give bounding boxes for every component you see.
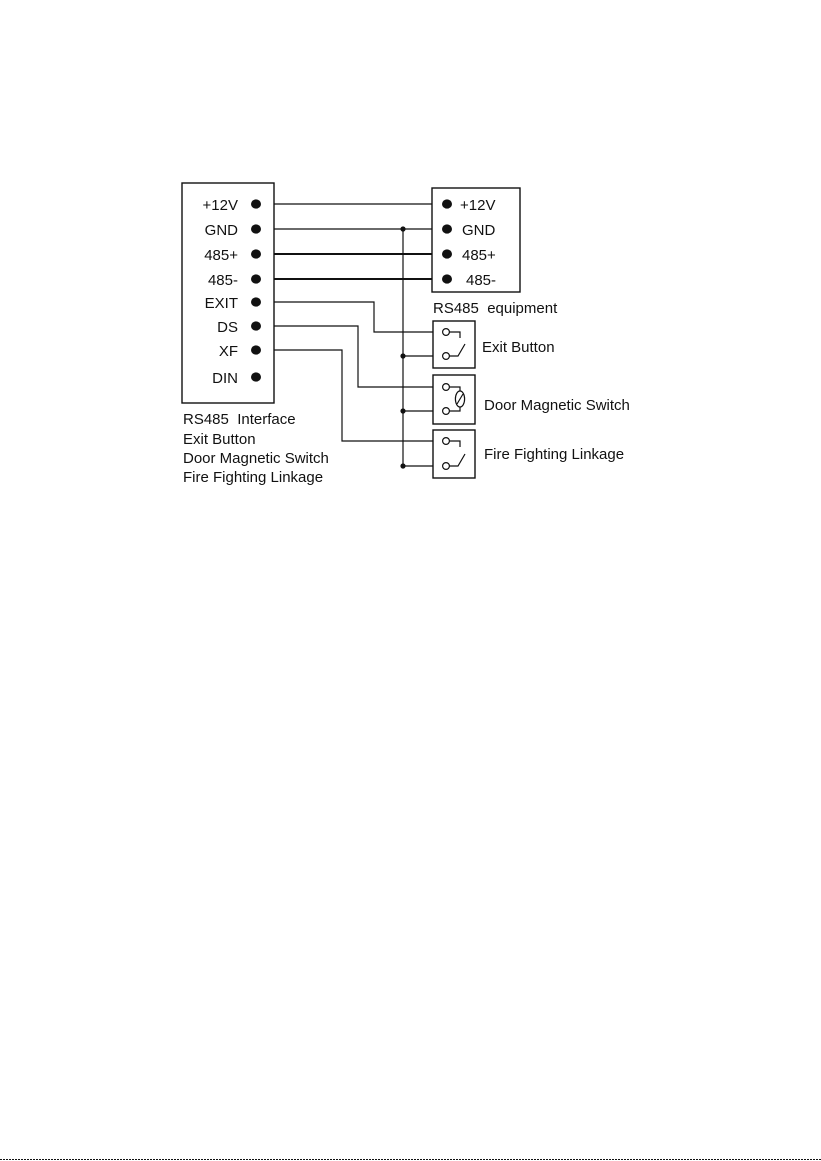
- wire-exit: [256, 302, 446, 332]
- terminal-dot: [251, 321, 261, 330]
- junction-dot: [400, 463, 405, 468]
- controller-terminal-label: DS: [217, 319, 238, 336]
- switch-contact: [443, 353, 450, 360]
- terminal-dot: [442, 249, 452, 258]
- controller-terminal-label: DIN: [212, 370, 238, 387]
- fire-linkage-box: [433, 430, 475, 478]
- terminal-dot: [251, 199, 261, 208]
- terminal-dot: [251, 249, 261, 258]
- junction-dot: [400, 408, 405, 413]
- switch-contact: [443, 384, 450, 391]
- caption-line: Door Magnetic Switch: [183, 450, 329, 467]
- terminal-dot: [442, 274, 452, 283]
- controller-terminal-label: XF: [218, 343, 238, 360]
- controller-terminal-label: EXIT: [204, 295, 238, 312]
- exit-button-box: [433, 321, 475, 368]
- rs485-terminal-label: 485+: [462, 247, 496, 264]
- rs485-terminal-label: +12V: [460, 197, 496, 214]
- rs485-terminal-label: 485-: [466, 272, 497, 289]
- door-magnetic-switch-label: Door Magnetic Switch: [484, 397, 630, 414]
- rs485-equipment-block: [432, 188, 520, 292]
- exit-button-label: Exit Button: [482, 339, 555, 356]
- junction-dot: [400, 353, 405, 358]
- switch-contact: [443, 329, 450, 336]
- terminal-dot: [251, 345, 261, 354]
- terminal-dot: [251, 372, 261, 381]
- rs485-equipment-caption: RS485 equipment: [433, 300, 558, 317]
- door-magnetic-switch: [433, 375, 475, 424]
- controller-terminal-label: 485+: [204, 247, 238, 264]
- controller-caption: [183, 411, 329, 486]
- controller-terminal-block: [182, 183, 274, 403]
- exit-button-switch: [433, 321, 475, 368]
- switch-contact: [443, 438, 450, 445]
- terminal-dot: [442, 199, 452, 208]
- switch-contact: [443, 463, 450, 470]
- caption-line: Exit Button: [183, 431, 256, 448]
- rs485-terminal-label: GND: [462, 222, 496, 239]
- terminal-dot: [251, 224, 261, 233]
- wires: [256, 204, 447, 469]
- terminal-dot: [251, 297, 261, 306]
- fire-fighting-linkage-label: Fire Fighting Linkage: [484, 446, 625, 463]
- caption-line: Fire Fighting Linkage: [183, 469, 324, 486]
- door-switch-box: [433, 375, 475, 424]
- controller-terminal-label: GND: [204, 222, 238, 239]
- controller-terminal-label: +12V: [202, 197, 238, 214]
- switch-contact: [443, 408, 450, 415]
- caption-line: RS485 Interface: [183, 411, 296, 428]
- terminal-dot: [251, 274, 261, 283]
- controller-terminal-label: 485-: [207, 272, 238, 289]
- junction-dot: [400, 226, 405, 231]
- fire-fighting-linkage-switch: [433, 430, 475, 478]
- terminal-dot: [442, 224, 452, 233]
